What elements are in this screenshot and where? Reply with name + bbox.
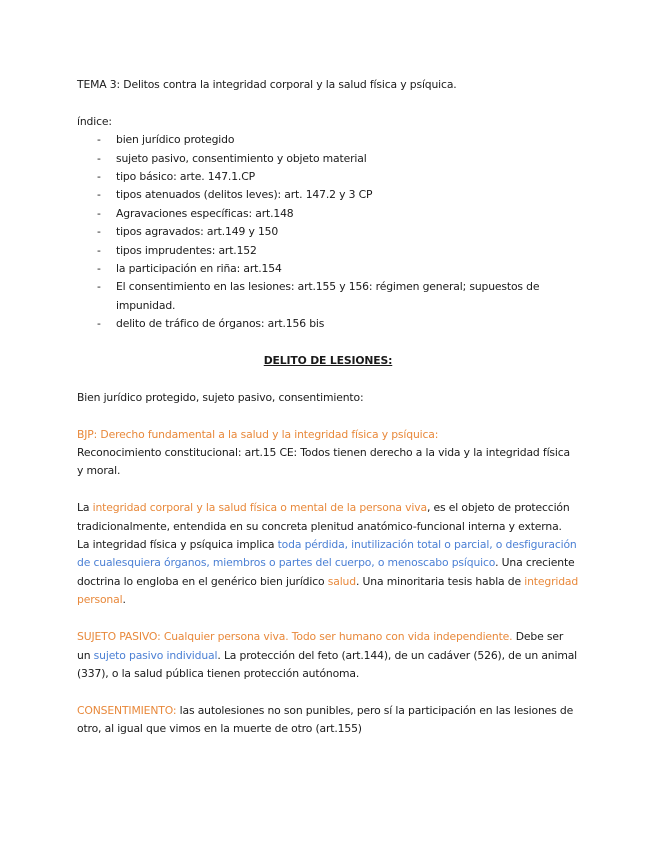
bjp-text: Reconocimiento constitucional: art.15 CE: Todos tienen derecho a la vida y la integridad física y moral. bbox=[77, 446, 570, 478]
sujeto-pasivo-heading: SUJETO PASIVO: Cualquier persona viva. Todo ser humano con vida independiente. bbox=[77, 630, 513, 644]
paragraph-integridad: La integridad corporal y la salud física o mental de la persona viva, es el objeto de protección tradicionalmente, entendida en su concreta plenitud anatómico-funcional interna y externa. bbox=[77, 501, 570, 533]
spacer bbox=[77, 683, 579, 701]
intro-line: Bien jurídico protegido, sujeto pasivo, consentimiento: bbox=[77, 390, 364, 404]
section-title: DELITO DE LESIONES: bbox=[263, 354, 393, 368]
index-item: - bien jurídico protegido bbox=[77, 131, 579, 149]
index-item: - El consentimiento en las lesiones: art.155 y 156: régimen general; supuestos de impunidad. bbox=[77, 278, 579, 315]
index-item: - tipos atenuados (delitos leves): art. 147.2 y 3 CP bbox=[77, 186, 579, 204]
index-item: - tipos agravados: art.149 y 150 bbox=[77, 223, 579, 241]
spacer bbox=[77, 481, 579, 499]
highlight-orange: integridad corporal y la salud física o mental de la persona viva bbox=[92, 501, 427, 515]
paragraph-consentimiento: CONSENTIMIENTO: las autolesiones no son punibles, pero sí la participación en las lesiones de otro, al igual que vimos en la muerte de otro (art.155) bbox=[77, 703, 574, 736]
spacer bbox=[77, 610, 579, 628]
index-item: - la participación en riña: art.154 bbox=[77, 260, 579, 278]
index-list bbox=[77, 131, 579, 333]
highlight-orange: integridad personal bbox=[77, 574, 579, 607]
spacer bbox=[77, 407, 579, 425]
index-item: - Agravaciones específicas: art.148 bbox=[77, 205, 579, 223]
highlight-orange: salud bbox=[327, 574, 356, 588]
highlight-blue: toda pérdida, inutilización total o parcial, o desfiguración de cualesquiera órganos, miembros o partes del cuerpo, o menoscabo psíquico bbox=[77, 538, 577, 570]
consentimiento-heading: CONSENTIMIENTO: bbox=[77, 703, 177, 717]
doc-title: TEMA 3: Delitos contra la integridad corporal y la salud física y psíquica. bbox=[77, 78, 457, 91]
spacer bbox=[77, 370, 579, 388]
paragraph-implica: La integridad física y psíquica implica toda pérdida, inutilización total o parcial, o desfiguración de cualesquiera órganos, miembros o partes del cuerpo, o menoscabo psíquico. Una creciente doctrina lo engloba en el genérico bien jurídico salud. Una minoritaria tesis habla de integridad personal. bbox=[77, 538, 579, 607]
index-label: índice: bbox=[77, 114, 112, 128]
bjp-heading: BJP: Derecho fundamental a la salud y la integridad física y psíquica: bbox=[77, 427, 439, 441]
index-item: - tipos imprudentes: art.152 bbox=[77, 242, 579, 260]
highlight-blue: sujeto pasivo individual bbox=[93, 648, 218, 662]
index-item: - sujeto pasivo, consentimiento y objeto material bbox=[77, 150, 579, 168]
spacer bbox=[77, 94, 579, 112]
paragraph-sujeto-pasivo: SUJETO PASIVO: Cualquier persona viva. Todo ser humano con vida independiente. Debe ser un sujeto pasivo individual. La protección del feto (art.144), de un cadáver (526), de un animal (337), o la salud pública tienen protección autónoma. bbox=[77, 630, 578, 680]
index-item: - delito de tráfico de órganos: art.156 bis bbox=[77, 315, 579, 333]
spacer bbox=[77, 334, 579, 352]
index-item: - tipo básico: arte. 147.1.CP bbox=[77, 168, 579, 186]
